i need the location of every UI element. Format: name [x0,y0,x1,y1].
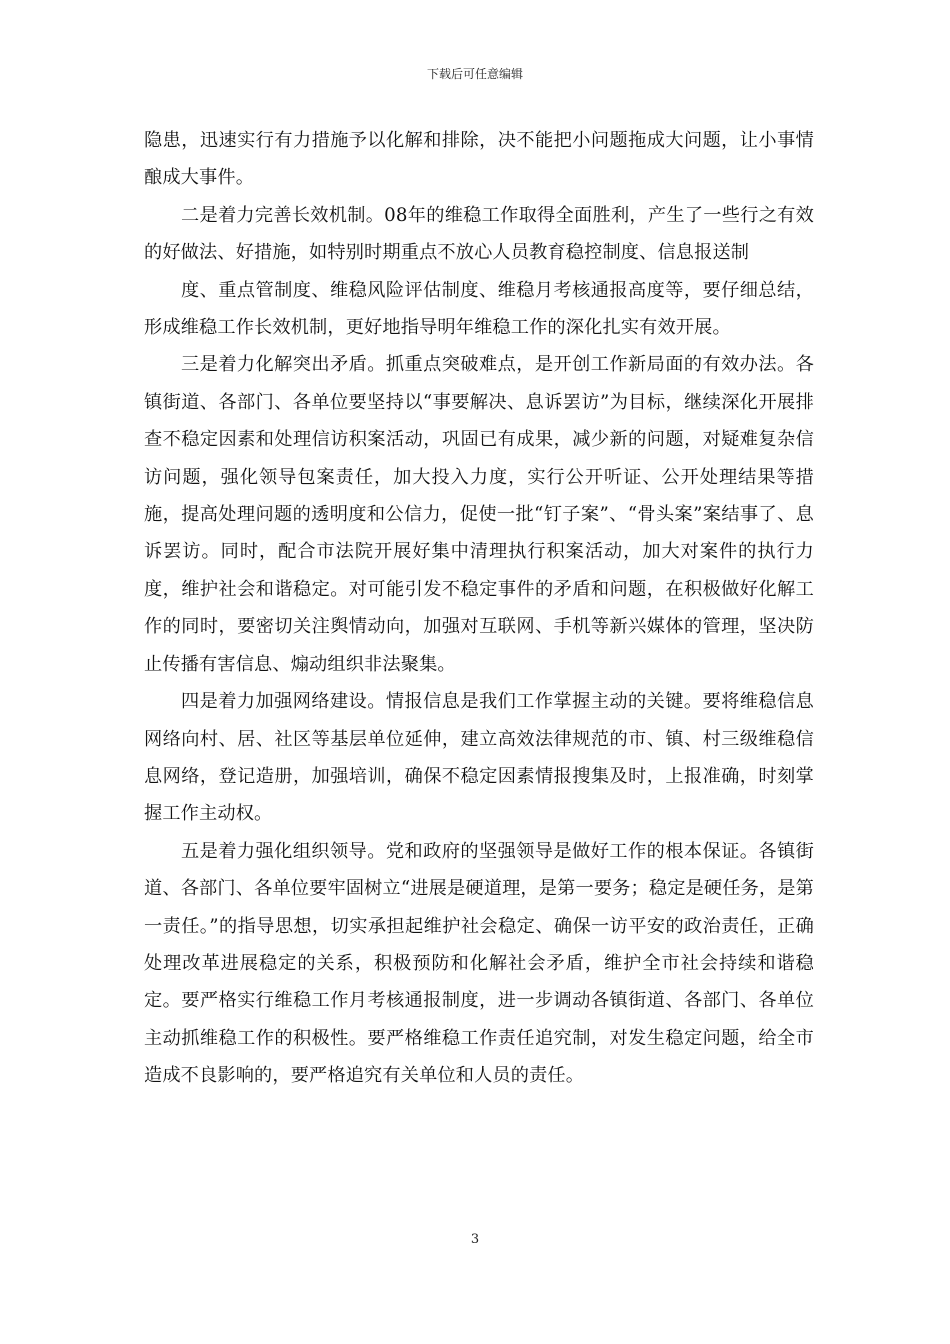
paragraph-5: 四是着力加强网络建设。情报信息是我们工作掌握主动的关键。要将维稳信息网络向村、居、社区等基层单位延伸，建立高效法律规范的市、镇、村三级维稳信息网络，登记造册，加强培训，确保不稳定因素情报搜集及时，上报准确，时刻掌握工作主动权。 [144,691,814,825]
paragraph-1: 隐患，迅速实行有力措施予以化解和排除，决不能把小问题拖成大问题，让小事情酿成大事件。 [144,130,814,189]
page-number: 3 [470,1232,480,1247]
page-header: 下载后可任意编辑 [426,67,523,81]
paragraph-3: 度、重点管制度、维稳风险评估制度、维稳月考核通报高度等，要仔细总结，形成维稳工作长效机制，更好地指导明年维稳工作的深化扎实有效开展。 [144,279,814,339]
document-body [144,122,814,1095]
paragraph-2: 二是着力完善长效机制。08年的维稳工作取得全面胜利，产生了一些行之有效的好做法、好措施，如特别时期重点不放心人员教育稳控制度、信息报送制 [144,204,814,264]
paragraph-6: 五是着力强化组织领导。党和政府的坚强领导是做好工作的根本保证。各镇街道、各部门、各单位要牢固树立“进展是硬道理，是第一要务；稳定是硬任务，是第一责任。”的指导思想，切实承担起维护社会稳定、确保一访平安的政治责任，正确处理改革进展稳定的关系，积极预防和化解社会矛盾，维护全市社会持续和谐稳定。要严格实行维稳工作月考核通报制度，进一步调动各镇街道、各部门、各单位主动抓维稳工作的积极性。要严格维稳工作责任追究制，对发生稳定问题，给全市造成不良影响的，要严格追究有关单位和人员的责任。 [144,840,814,1087]
paragraph-4: 三是着力化解突出矛盾。抓重点突破难点，是开创工作新局面的有效办法。各镇街道、各部门、各单位要坚持以“事要解决、息诉罢访”为目标，继续深化开展排查不稳定因素和处理信访积案活动，巩固已有成果，减少新的问题，对疑难复杂信访问题，强化领导包案责任，加大投入力度，实行公开听证、公开处理结果等措施，提高处理问题的透明度和公信力，促使一批“钉子案”、“骨头案”案结事了、息诉罢访。同时，配合市法院开展好集中清理执行积案活动，加大对案件的执行力度，维护社会和谐稳定。对可能引发不稳定事件的矛盾和问题，在积极做好化解工作的同时，要密切关注舆情动向，加强对互联网、手机等新兴媒体的管理，坚决防止传播有害信息、煽动组织非法聚集。 [144,354,814,675]
